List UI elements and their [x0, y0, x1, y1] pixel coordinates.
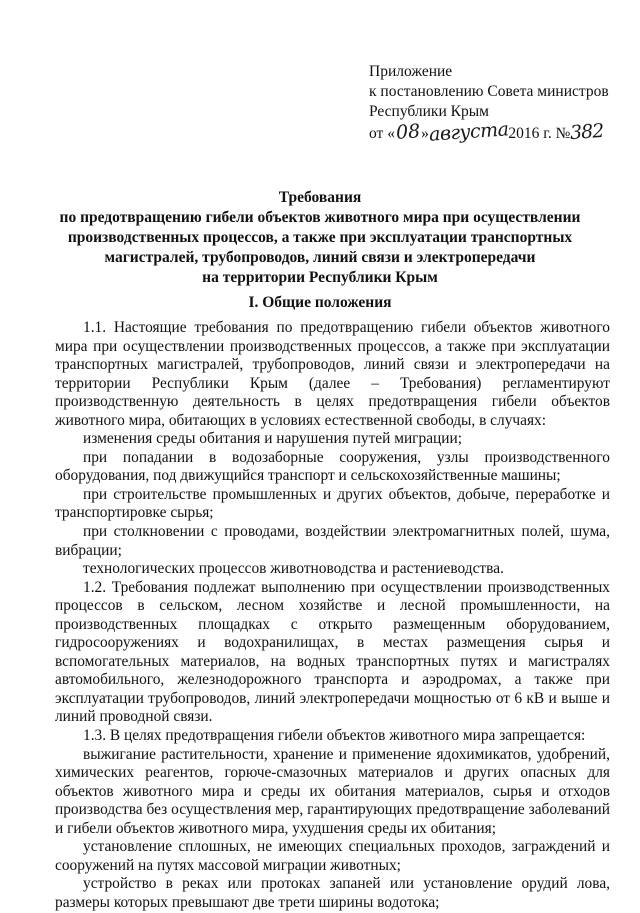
paragraph: технологических процессов животноводства и растениеводства.: [83, 560, 504, 578]
paragraph: изменения среды обитания и нарушения путей миграции;: [83, 430, 463, 448]
document-title: [40, 188, 600, 288]
handwritten-month: августа: [428, 118, 510, 146]
paragraph: 1.3. В целях предотвращения гибели объектов животного мира запрещается:: [83, 727, 586, 745]
appendix-label: Приложение: [369, 63, 453, 80]
paragraph: 1.1. Настоящие требования по предотвращению гибели объектов животного мира при осуществлении производственных процессов, а также при эксплуатации транспортных магистралей, трубопроводов, линий связи и электропередачи на территории Республики Крым (далее – Требования) регламентируют производственную деятельность в целях предотвращения гибели объектов животного мира, обитающих в условиях естественной свободы, в случаях:: [55, 319, 610, 429]
appendix-decree-line: к постановлению Совета министров: [369, 83, 609, 100]
paragraph: выжигание растительности, хранение и применение ядохимикатов, удобрений, химических реагентов, горюче-смазочных материалов и других опасных для объектов животного мира и среды их обитания материалов, сырья и отходов производства без осуществления мер, гарантирующих предотвращение заболеваний и гибели объектов животного мира, ухудшения среды их обитания;: [55, 745, 610, 837]
paragraph: устройство в реках или протоках запаней или установление орудий лова, размеры которых превышают две трети ширины водотока;: [55, 875, 610, 911]
handwritten-number: 382: [569, 119, 605, 145]
date-quote-close: »: [421, 125, 429, 142]
paragraph: при строительстве промышленных и других объектов, добыче, переработке и транспортировке сырья;: [55, 485, 610, 522]
document-body: [55, 319, 610, 913]
date-year-suffix: 2016 г. №: [508, 125, 571, 142]
title-line: производственных процессов, а также при эксплуатации транспортных: [67, 229, 573, 246]
appendix-republic-line: Республики Крым: [369, 103, 489, 120]
appendix-block: [369, 62, 631, 144]
title-line: по предотвращению гибели объектов животного мира при осуществлении: [59, 209, 581, 226]
title-line: магистралей, трубопроводов, линий связи и электропередачи: [104, 249, 536, 266]
paragraph: 1.2. Требования подлежат выполнению при осуществлении производственных процессов в сельском, лесном хозяйстве и лесной промышленности, на производственных площадках с открыто размещенным оборудованием, гидросооружениях и водохранилищах, в местах размещения сырья и вспомогательных материалов, на водных транспортных путях и магистралях автомобильного, железнодорожного транспорта и аэродромах, а также при эксплуатации трубопроводов, линий электропередачи мощностью от 6 кВ и выше и линий проводной связи.: [55, 578, 610, 726]
appendix-date-line: [369, 118, 631, 146]
paragraph: при столкновении с проводами, воздействии электромагнитных полей, шума, вибрации;: [55, 523, 610, 559]
title-line: Требования: [278, 189, 362, 206]
date-prefix: от «: [369, 125, 395, 142]
paragraph: при попадании в водозаборные сооружения, узлы производственного оборудования, под движущийся транспорт и сельскохозяйственные машины;: [55, 448, 610, 485]
handwritten-day: 08: [395, 120, 421, 144]
paragraph: установление сплошных, не имеющих специальных проходов, заграждений и сооружений на путях массовой миграции животных;: [55, 838, 610, 874]
section-heading: I. Общие положения: [248, 294, 392, 311]
title-line: на территории Республики Крым: [202, 269, 438, 286]
